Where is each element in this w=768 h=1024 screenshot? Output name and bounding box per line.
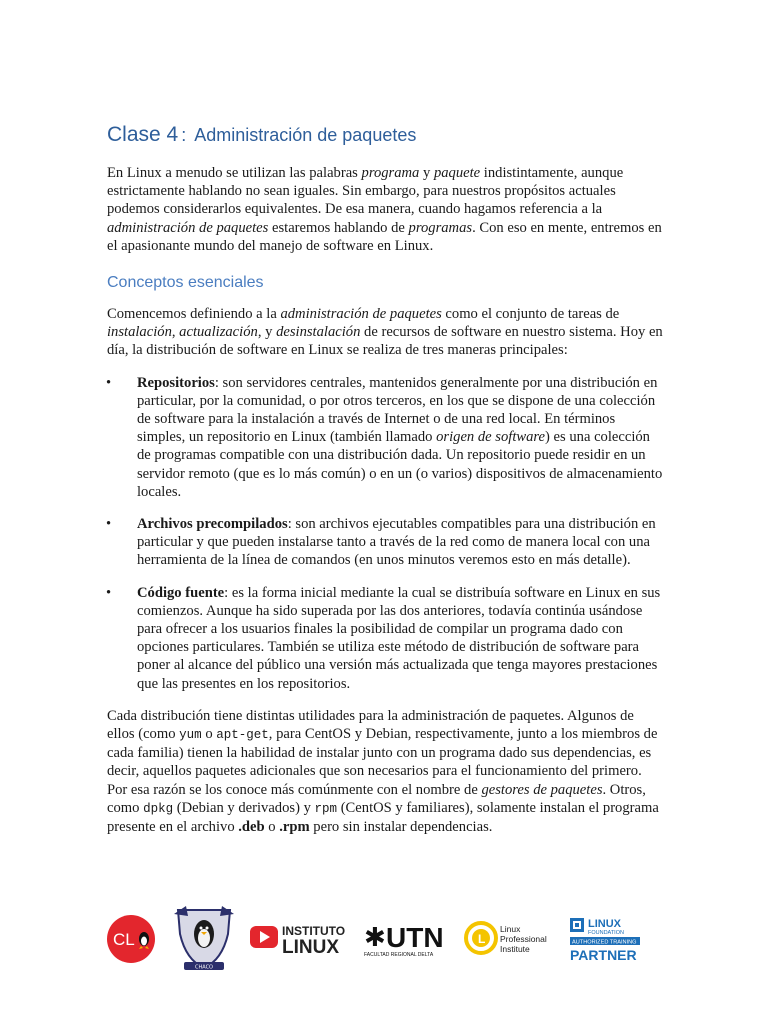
title-subtitle: Administración de paquetes [194,125,417,145]
page-title [107,122,665,148]
crest-logo [172,904,236,974]
bullet-marker: • [106,374,112,391]
crest-banner: CHACO [194,964,214,971]
lf-line2: FOUNDATION [588,930,624,936]
text-run: o [264,819,280,836]
bullet-marker: • [106,516,112,533]
definition-paragraph [107,305,665,360]
text-code: rpm [314,801,338,816]
list-item-text [137,585,660,692]
utn-logo [362,918,452,958]
text-run: : son servidores centrales, mantenidos generalmente por una distribución en particular, por la comunidad, o por otros terceros, en los que se dispone de una colección de software para la instalación a través de Internet o de una red local. En términos simples, un repositorio en Linux (también llamado [137,374,658,446]
text-bold: Código fuente [137,584,225,601]
utn-mark-icon: ✱ [364,923,386,953]
list-item-text [137,516,656,568]
text-run: (CentOS y familiares), solamente instalan el programa presente en el archivo [107,799,659,836]
text-run: estaremos hablando de [268,219,409,236]
text-italic: actualización [179,324,258,341]
text-run: . Con eso en mente, entremos en el apasionante mundo del manejo de software en Linux. [107,219,662,254]
text-run: , para CentOS y Debian, respectivamente, junto a los miembros de cada familia) tienen la habilidad de instalar junto con un programa dado sus dependencias, es decir, aquellos paquetes adicionales que son necesarios para el funcionamiento del primero. Por esa razón se los conoce más comúnmente con el nombre de [107,726,658,798]
cla-text: CL [113,930,135,949]
text-run: . Otros, como [107,781,646,816]
lpi-line2: Professional [500,934,547,944]
lpi-line3: Institute [500,944,530,954]
section-heading: Conceptos esenciales [107,274,264,292]
text-italic: instalación [107,324,172,341]
text-italic: paquete [433,165,481,181]
lf-line1: LINUX [588,918,621,930]
text-run: como el conjunto de tareas de [441,306,620,323]
text-run: , [171,324,180,341]
list-item-text [137,375,662,500]
instituto-linux-line2: LINUX [282,937,339,958]
text-run: de recursos de software en nuestro sistema. Hoy en día, la distribución de software en Linux se realiza de tres maneras principales: [107,324,663,359]
lpi-line1: Linux [500,924,521,934]
title-separator: : [181,125,187,145]
text-italic: desinstalación [276,324,361,341]
distribution-methods-list [107,374,665,693]
lpi-logo [464,918,558,960]
text-italic: origen de software [436,429,546,446]
text-italic: programa [361,165,420,181]
lf-line3: AUTHORIZED TRAINING [572,939,637,946]
bullet-marker: • [106,584,112,601]
svg-text:L: L [478,932,486,946]
text-italic: programas [408,219,473,236]
text-italic: gestores de paquetes [481,781,603,798]
instituto-linux-logo [248,918,348,958]
text-run: y [419,165,434,181]
text-run: Cada distribución tiene distintas utilidades para la administración de paquetes. Algunos de ellos (como [107,707,634,743]
text-italic: administración de paquetes [280,306,442,323]
cla-logo [106,914,156,964]
utn-caption: FACULTAD REGIONAL DELTA [364,952,434,958]
text-code: dpkg [143,801,174,816]
document-body [107,122,665,850]
text-bold: Archivos precompilados [137,516,288,533]
list-item [107,374,665,501]
text-run: indistintamente, aunque estrictamente hablando no sean iguales. Sin embargo, para nuestros propósitos actuales podemos considerarlos equivalentes. De esa manera, cuando hagamos referencia a la [107,165,624,218]
text-run: ) es una colección de programas compatible con una distribución dada. Un repositorio puede residir en un servidor remoto (que es lo más común) o en un (o varios) dispositivos de almacenamiento locales. [137,429,663,500]
footer-logos [106,904,666,974]
text-bold: .rpm [279,819,310,836]
intro-paragraph [107,164,665,255]
package-tools-paragraph [107,707,665,836]
text-bold: Repositorios [137,374,215,391]
text-run: o [201,726,217,743]
title-label: Clase 4 [107,123,179,146]
text-run: : es la forma inicial mediante la cual se distribuía software en Linux en sus comienzos. Aunque ha sido superada por las dos anteriores, todavía continúa usándose para ofrecer a los usuarios finales la posibilidad de compilar un programa dado con opciones particulares. También se utiliza este método de distribución de software para poner al alcance del público una versión más actualizada que tenga mayores prestaciones que las presentes en los repositorios. [137,584,661,692]
list-item [107,515,665,570]
text-run: pero sin instalar dependencias. [309,819,493,836]
instituto-linux-line1: INSTITUTO [282,924,346,938]
utn-text: UTN [386,922,444,953]
text-run: Comencemos definiendo a la [107,306,281,323]
linux-foundation-logo [568,914,648,964]
text-run: En Linux a menudo se utilizan las palabras [107,165,362,181]
lf-line4: PARTNER [570,947,637,963]
text-run: , y [257,324,277,341]
text-code: yum [179,728,202,743]
text-run: (Debian y derivados) y [173,799,315,816]
text-bold: .deb [238,819,265,836]
text-run: : son archivos ejecutables compatibles para una distribución en particular y que pueden instalarse tanto a través de la red como de manera local con una herramienta de la línea de comandos (en unos minutos veremos esto en más detalle). [137,516,656,569]
text-italic: administración de paquetes [107,219,269,236]
text-code: apt-get [216,728,269,743]
list-item [107,584,665,693]
